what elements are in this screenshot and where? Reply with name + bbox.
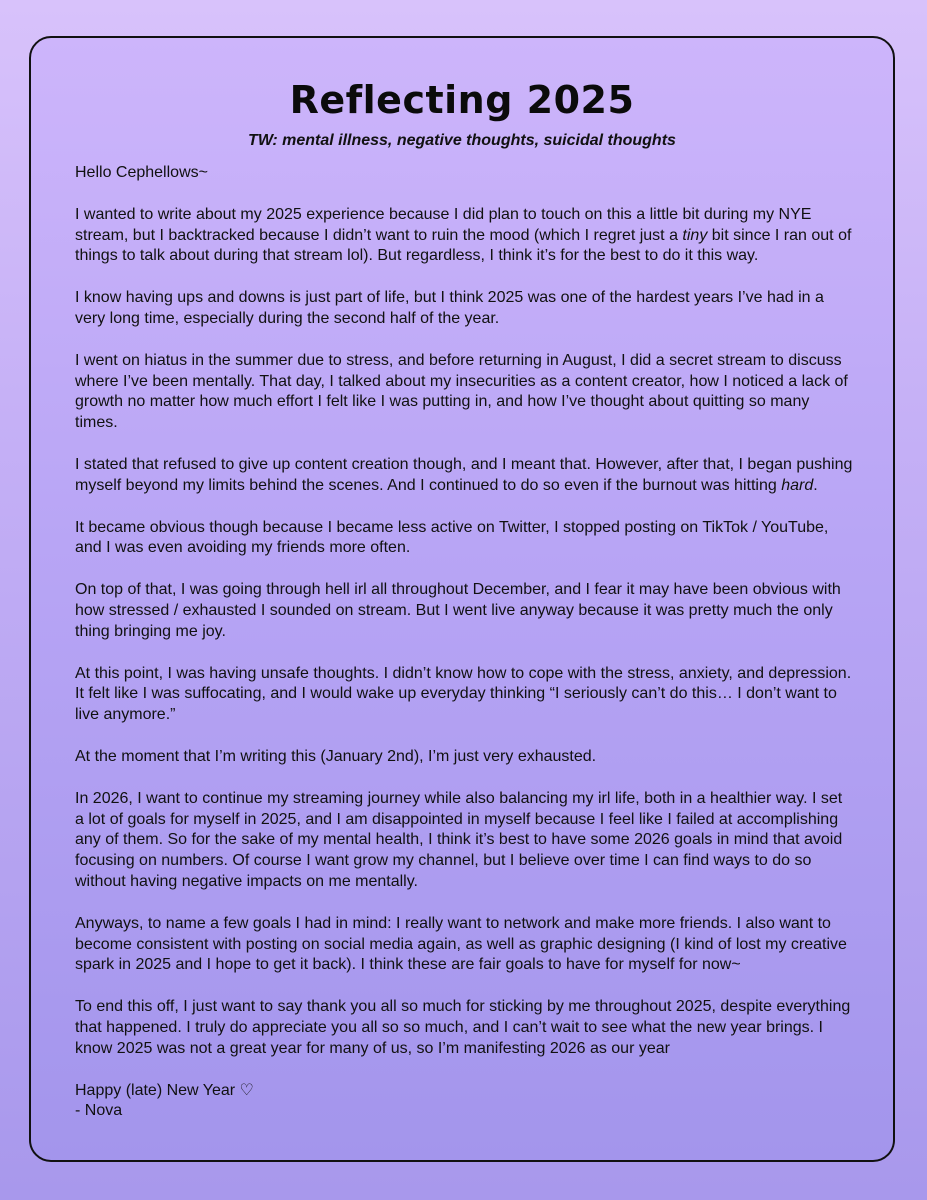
page-title: Reflecting 2025 xyxy=(289,78,635,122)
closing-line: Happy (late) New Year ♡ xyxy=(75,1081,254,1099)
signature: - Nova xyxy=(75,1102,123,1120)
paragraph-text: I wanted to write about my 2025 experience because I did plan to touch on this a little bit during my NYE stream, but I backtracked because I didn’t want to ruin the mood (which I regret just a xyxy=(75,205,812,244)
paragraph-text: bit since I ran out of things to talk about during that stream lol). But regardless, I think it’s for the best to do it this way. xyxy=(75,226,852,265)
paragraph-hardest-year: I know having ups and downs is just part of life, but I think 2025 was one of the hardest years I’ve had in a very long time, especially during the second half of the year. xyxy=(75,289,824,327)
paragraph-2026-goals: In 2026, I want to continue my streaming journey while also balancing my irl life, both in a healthier way. I set a lot of goals for myself in 2025, and I am disappointed in myself because I feel like I failed at accomplishing any of them. So for the sake of my mental health, I think it’s best to have some 2026 goals in mind that avoid focusing on numbers. Of course I want grow my channel, but I believe over time I can find ways to do so without having negative impacts on me mentally. xyxy=(75,789,843,890)
paragraph-text: . xyxy=(813,476,818,494)
emphasis-text: hard xyxy=(781,476,814,494)
paragraph-goals-list: Anyways, to name a few goals I had in mind: I really want to network and make more friends. I also want to become consistent with posting on social media again, as well as graphic designing (I kind of lost my creative spark in 2025 and I hope to get it back). I think these are fair goals to have for myself for now~ xyxy=(75,914,847,974)
letter-body xyxy=(75,163,855,1122)
paragraph-exhausted: At the moment that I’m writing this (January 2nd), I’m just very exhausted. xyxy=(75,747,597,765)
paragraph-text: I stated that refused to give up content creation though, and I meant that. However, after that, I began pushing myself beyond my limits behind the scenes. And I continued to do so even if the burnout was hitting xyxy=(75,455,853,494)
letter-card xyxy=(29,36,895,1162)
paragraph-thank-you: To end this off, I just want to say thank you all so much for sticking by me throughout 2025, despite everything that happened. I truly do appreciate you all so so much, and I can’t wait to see what the new year brings. I know 2025 was not a great year for many of us, so I’m manifesting 2026 as our year xyxy=(75,998,851,1057)
paragraph-less-active: It became obvious though because I became less active on Twitter, I stopped posting on TikTok / YouTube, and I was even avoiding my friends more often. xyxy=(75,518,829,557)
trigger-warning: TW: mental illness, negative thoughts, suicidal thoughts xyxy=(248,132,676,149)
paragraph-december: On top of that, I was going through hell irl all throughout December, and I fear it may have been obvious with how stressed / exhausted I sounded on stream. But I went live anyway because it was pretty much the only thing bringing me joy. xyxy=(75,581,841,640)
paragraph-nye-stream xyxy=(75,205,855,267)
emphasis-text: tiny xyxy=(682,226,708,244)
paragraph-unsafe-thoughts: At this point, I was having unsafe thoughts. I didn’t know how to cope with the stress, anxiety, and depression. It felt like I was suffocating, and I would wake up everyday thinking “I seriously can’t do this… I don’t want to live anymore.” xyxy=(75,664,852,724)
greeting: Hello Cephellows~ xyxy=(75,164,208,181)
paragraph-burnout xyxy=(75,455,855,497)
paragraph-hiatus: I went on hiatus in the summer due to stress, and before returning in August, I did a secret stream to discuss where I’ve been mentally. That day, I talked about my insecurities as a content creator, how I noticed a lack of growth no matter how much effort I felt like I was putting in, and how I’ve thought about quitting so many times. xyxy=(75,351,848,432)
